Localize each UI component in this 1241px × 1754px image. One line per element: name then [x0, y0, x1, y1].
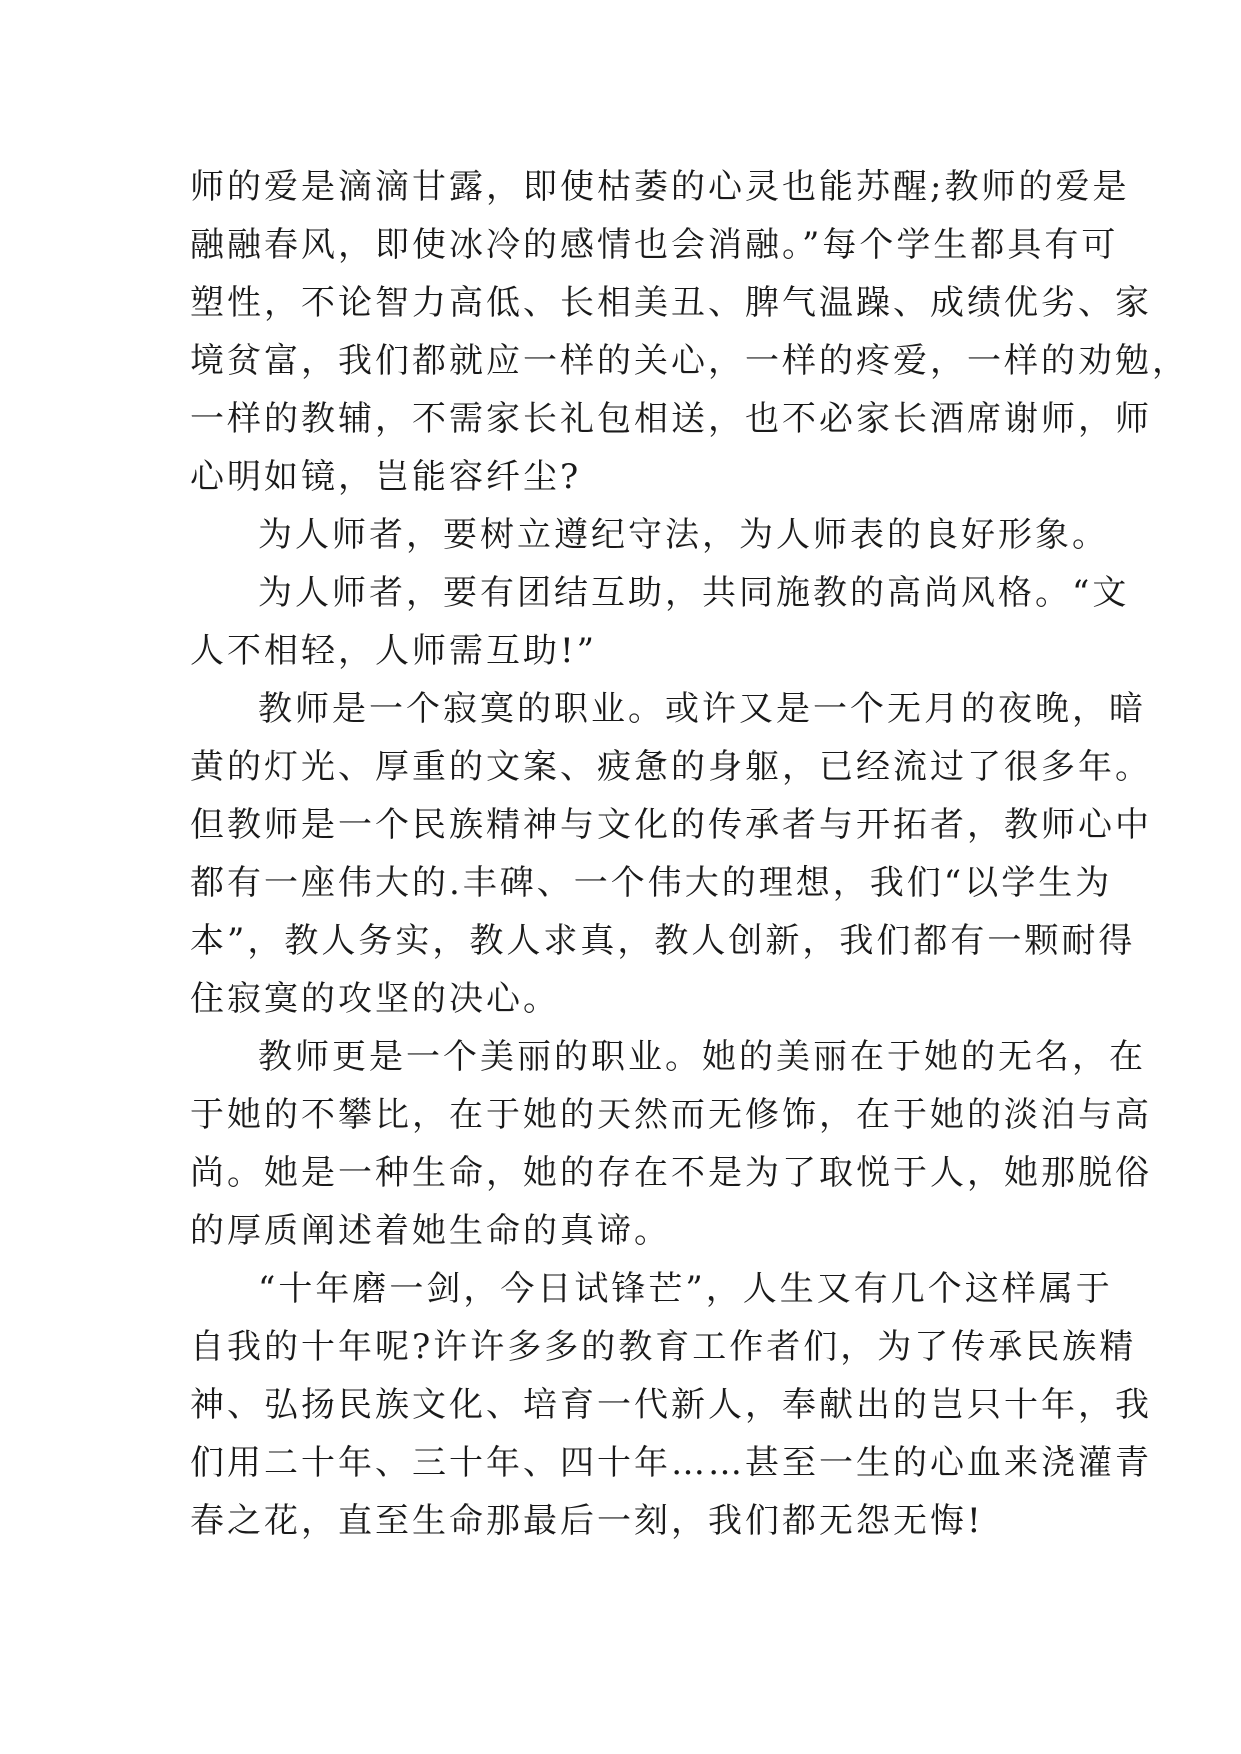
text-line: 心明如镜，岂能容纤尘? — [190, 457, 582, 497]
text-line: 人不相轻，人师需互助!” — [190, 631, 598, 671]
text-line: 黄的灯光、厚重的文案、疲惫的身躯，已经流过了很多年。 — [190, 747, 1152, 787]
text-line: 于她的不攀比，在于她的天然而无修饰，在于她的淡泊与高 — [190, 1095, 1152, 1135]
text-line: 融融春风，即使冰冷的感情也会消融。”每个学生都具有可 — [190, 225, 1119, 265]
text-line: 境贫富，我们都就应一样的关心，一样的疼爱，一样的劝勉， — [190, 341, 1189, 381]
text-line: 为人师者，要有团结互助，共同施教的高尚风格。“文 — [258, 573, 1130, 613]
text-line: 尚。她是一种生命，她的存在不是为了取悦于人，她那脱俗 — [190, 1153, 1152, 1193]
text-line: 一样的教辅，不需家长礼包相送，也不必家长酒席谢师，师 — [190, 399, 1152, 439]
text-line: 们用二十年、三十年、四十年……甚至一生的心血来浇灌青 — [190, 1443, 1152, 1483]
text-line: 教师更是一个美丽的职业。她的美丽在于她的无名，在 — [258, 1037, 1146, 1077]
text-line: 都有一座伟大的.丰碑、一个伟大的理想，我们“以学生为 — [190, 863, 1113, 903]
text-line: 神、弘扬民族文化、培育一代新人，奉献出的岂只十年，我 — [190, 1385, 1152, 1425]
text-line: 春之花，直至生命那最后一刻，我们都无怨无悔! — [190, 1501, 984, 1541]
text-line: 但教师是一个民族精神与文化的传承者与开拓者，教师心中 — [190, 805, 1152, 845]
text-line: 本”，教人务实，教人求真，教人创新，我们都有一颗耐得 — [190, 921, 1136, 961]
text-line: 教师是一个寂寞的职业。或许又是一个无月的夜晚，暗 — [258, 689, 1146, 729]
text-line: 的厚质阐述着她生命的真谛。 — [190, 1211, 671, 1251]
text-line: 自我的十年呢?许许多多的教育工作者们，为了传承民族精 — [190, 1327, 1137, 1367]
text-line: 住寂寞的攻坚的决心。 — [190, 979, 560, 1019]
text-line: 塑性，不论智力高低、长相美丑、脾气温躁、成绩优劣、家 — [190, 283, 1152, 323]
body-text — [190, 158, 1189, 1550]
text-line: 为人师者，要树立遵纪守法，为人师表的良好形象。 — [258, 515, 1109, 555]
text-line: 师的爱是滴滴甘露，即使枯萎的心灵也能苏醒;教师的爱是 — [190, 167, 1130, 207]
text-line: “十年磨一剑，今日试锋芒”，人生又有几个这样属于 — [258, 1269, 1113, 1309]
